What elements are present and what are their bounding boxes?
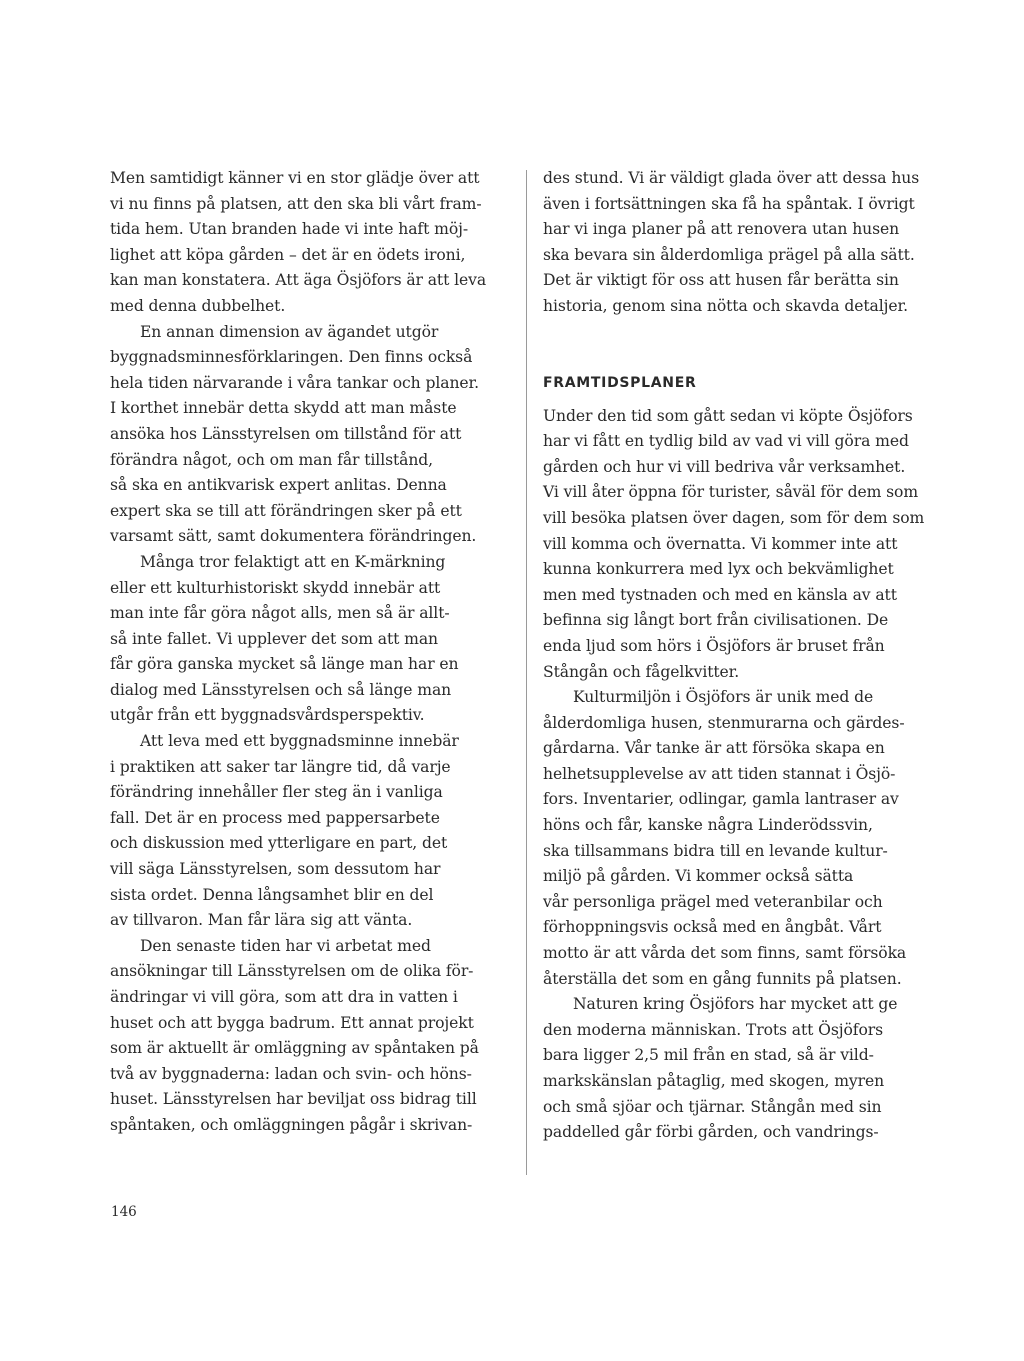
text-line: gårdarna. Vår tanke är att försöka skapa en xyxy=(543,739,885,758)
right-text-column xyxy=(543,166,953,1146)
text-line: förändring innehåller fler steg än i vanliga xyxy=(110,783,443,802)
text-line: Stångån och fågelkvitter. xyxy=(543,662,740,681)
text-line: huset och att bygga badrum. Ett annat projekt xyxy=(110,1013,474,1032)
text-line: Vi vill åter öppna för turister, såväl för dem som xyxy=(543,483,919,502)
text-line: tida hem. Utan branden hade vi inte haft möj- xyxy=(110,220,469,239)
text-line: gården och hur vi vill bedriva vår verksamhet. xyxy=(543,457,906,476)
text-line: befinna sig långt bort från civilisationen. De xyxy=(543,611,889,630)
text-line: Kulturmiljön i Ösjöfors är unik med de xyxy=(573,688,874,707)
text-line: ska tillsammans bidra till en levande kultur- xyxy=(543,841,888,860)
text-line: även i fortsättningen ska få ha spåntak. I övrigt xyxy=(543,194,915,213)
text-line: miljö på gården. Vi kommer också sätta xyxy=(543,867,854,886)
text-line: man inte får göra något alls, men så är allt- xyxy=(110,604,450,623)
text-line: ansöka hos Länsstyrelsen om tillstånd för att xyxy=(110,424,462,443)
text-line: återställa det som en gång funnits på platsen. xyxy=(543,969,902,988)
text-line: fors. Inventarier, odlingar, gamla lantraser av xyxy=(543,790,899,809)
page-number: 146 xyxy=(111,1204,137,1220)
text-line: I korthet innebär detta skydd att man måste xyxy=(110,399,457,418)
text-line: motto är att vårda det som finns, samt försöka xyxy=(543,944,907,963)
text-line: i praktiken att saker tar längre tid, då varje xyxy=(110,757,451,776)
text-line: varsamt sätt, samt dokumentera förändringen. xyxy=(110,527,477,546)
text-line: vi nu finns på platsen, att den ska bli vårt fram- xyxy=(110,194,482,213)
text-line: den moderna människan. Trots att Ösjöfors xyxy=(543,1020,883,1039)
text-line: Men samtidigt känner vi en stor glädje över att xyxy=(110,169,480,187)
text-line: har vi inga planer på att renovera utan husen xyxy=(543,220,900,239)
text-line: så inte fallet. Vi upplever det som att man xyxy=(110,629,438,648)
text-line: kunna konkurrera med lyx och bekvämlighet xyxy=(543,560,894,579)
text-line: fall. Det är en process med pappersarbete xyxy=(110,808,440,827)
text-line: enda ljud som hörs i Ösjöfors är bruset från xyxy=(543,636,885,655)
text-line: ska bevara sin ålderdomliga prägel på alla sätt. xyxy=(543,245,915,264)
text-line: hela tiden närvarande i våra tankar och planer. xyxy=(110,373,480,392)
text-line: förändra något, och om man får tillstånd, xyxy=(110,450,434,469)
column-divider xyxy=(526,170,527,1175)
text-line: Många tror felaktigt att en K-märkning xyxy=(140,552,446,571)
text-line: kan man konstatera. Att äga Ösjöfors är att leva xyxy=(110,271,487,290)
text-line: höns och får, kanske några Linderödssvin, xyxy=(543,816,873,835)
text-line: och diskussion med ytterligare en part, det xyxy=(110,834,448,853)
text-line: två av byggnaderna: ladan och svin- och höns- xyxy=(110,1064,472,1083)
text-line: men med tystnaden och med en känsla av att xyxy=(543,585,897,604)
section-heading: FRAMTIDSPLANER xyxy=(543,374,697,391)
text-line: lighet att köpa gården – det är en ödets ironi, xyxy=(110,245,466,264)
right-column-intro-text xyxy=(543,166,953,320)
text-line: Den senaste tiden har vi arbetat med xyxy=(140,936,431,955)
text-line: vill komma och övernatta. Vi kommer inte att xyxy=(543,534,898,553)
text-line: huset. Länsstyrelsen har beviljat oss bidrag till xyxy=(110,1090,477,1109)
left-text-column xyxy=(110,166,506,1139)
text-line: vår personliga prägel med veteranbilar och xyxy=(543,892,883,911)
text-line: historia, genom sina nötta och skavda detaljer. xyxy=(543,296,908,315)
text-line: ålderdomliga husen, stenmurarna och gärdes- xyxy=(543,713,905,732)
text-line: eller ett kulturhistoriskt skydd innebär att xyxy=(110,578,441,597)
text-line: dialog med Länsstyrelsen och så länge man xyxy=(110,680,452,699)
text-line: har vi fått en tydlig bild av vad vi vill göra med xyxy=(543,432,909,451)
text-line: expert ska se till att förändringen sker på ett xyxy=(110,501,462,520)
text-line: sista ordet. Denna långsamhet blir en del xyxy=(110,885,434,904)
text-line: Det är viktigt för oss att husen får berätta sin xyxy=(543,271,899,290)
text-line: Under den tid som gått sedan vi köpte Ösjöfors xyxy=(543,406,913,425)
text-line: bara ligger 2,5 mil från en stad, så är vild- xyxy=(543,1046,874,1065)
text-line: med denna dubbelhet. xyxy=(110,296,286,315)
text-line: som är aktuellt är omläggning av spåntaken på xyxy=(110,1039,479,1058)
text-line: vill besöka platsen över dagen, som för dem som xyxy=(543,508,925,527)
text-line: och små sjöar och tjärnar. Stångån med sin xyxy=(543,1097,882,1116)
text-line: paddelled går förbi gården, och vandrings- xyxy=(543,1123,879,1142)
text-line: En annan dimension av ägandet utgör xyxy=(140,322,439,341)
text-line: markskänslan påtaglig, med skogen, myren xyxy=(543,1072,885,1090)
text-line: byggnadsminnesförklaringen. Den finns också xyxy=(110,348,473,367)
text-line: får göra ganska mycket så länge man har en xyxy=(110,655,459,674)
text-line: des stund. Vi är väldigt glada över att dessa hus xyxy=(543,169,920,187)
text-line: helhetsupplevelse av att tiden stannat i Ösjö- xyxy=(543,764,896,783)
text-line: ändringar vi vill göra, som att dra in vatten i xyxy=(110,988,458,1006)
text-line: Naturen kring Ösjöfors har mycket att ge xyxy=(573,995,898,1014)
text-line: av tillvaron. Man får lära sig att vänta. xyxy=(110,911,413,930)
text-line: spåntaken, och omläggningen pågår i skrivan- xyxy=(110,1115,473,1134)
text-line: Att leva med ett byggnadsminne innebär xyxy=(140,732,459,751)
text-line: ansökningar till Länsstyrelsen om de olika för- xyxy=(110,962,474,981)
text-line: så ska en antikvarisk expert anlitas. Denna xyxy=(110,476,447,495)
text-line: förhoppningsvis också med en ångbåt. Vårt xyxy=(543,918,882,937)
text-line: vill säga Länsstyrelsen, som dessutom har xyxy=(110,860,441,879)
text-line: utgår från ett byggnadsvårdsperspektiv. xyxy=(110,706,425,725)
right-column-body-text xyxy=(543,404,953,1146)
